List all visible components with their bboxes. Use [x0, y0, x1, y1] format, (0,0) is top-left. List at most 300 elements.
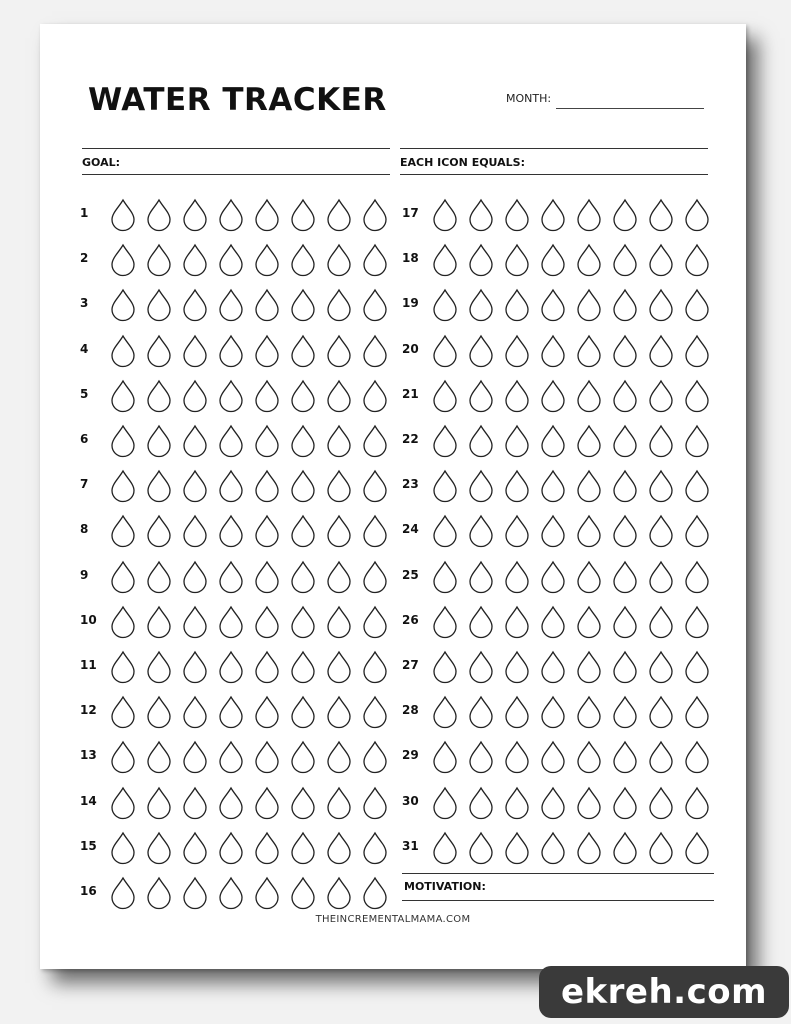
water-drop-icon[interactable] — [182, 650, 208, 684]
water-drop-icon[interactable] — [432, 560, 458, 594]
water-drop-icon[interactable] — [146, 379, 172, 413]
water-drop-icon[interactable] — [648, 740, 674, 774]
water-drop-icon[interactable] — [254, 650, 280, 684]
day-row — [80, 831, 400, 865]
water-drop-icon[interactable] — [612, 740, 638, 774]
water-drop-icon[interactable] — [182, 560, 208, 594]
goal-label: GOAL: — [82, 156, 121, 169]
water-drop-icon[interactable] — [326, 650, 352, 684]
water-drop-icon[interactable] — [576, 650, 602, 684]
water-drop-icon[interactable] — [540, 560, 566, 594]
water-drop-icon[interactable] — [504, 469, 530, 503]
water-drop-icon[interactable] — [326, 469, 352, 503]
day-number: 24 — [402, 522, 419, 537]
water-drop-icon[interactable] — [254, 243, 280, 277]
water-drop-icon[interactable] — [110, 786, 136, 820]
water-drop-icon[interactable] — [648, 243, 674, 277]
water-drop-icon[interactable] — [362, 469, 388, 503]
water-drop-icon[interactable] — [540, 695, 566, 729]
water-drop-icon[interactable] — [432, 740, 458, 774]
day-row — [80, 740, 400, 774]
water-drop-icon[interactable] — [432, 605, 458, 639]
water-drop-icon[interactable] — [218, 831, 244, 865]
water-drop-icon[interactable] — [684, 831, 710, 865]
water-drop-icon[interactable] — [218, 560, 244, 594]
water-drop-icon[interactable] — [110, 243, 136, 277]
water-drop-icon[interactable] — [540, 379, 566, 413]
water-drop-icon[interactable] — [648, 198, 674, 232]
water-drop-icon[interactable] — [432, 198, 458, 232]
day-row — [80, 334, 400, 368]
water-drop-icon[interactable] — [326, 876, 352, 910]
water-drop-icon[interactable] — [648, 379, 674, 413]
water-drop-icon[interactable] — [612, 198, 638, 232]
water-drop-icon[interactable] — [110, 198, 136, 232]
water-drop-icon[interactable] — [468, 695, 494, 729]
water-drop-icon[interactable] — [326, 560, 352, 594]
water-drop-icon[interactable] — [362, 560, 388, 594]
water-drop-icon[interactable] — [504, 831, 530, 865]
day-number: 11 — [80, 658, 97, 672]
water-drop-icon[interactable] — [110, 334, 136, 368]
water-drop-icon[interactable] — [218, 876, 244, 910]
water-drop-icon[interactable] — [576, 469, 602, 503]
water-drop-icon[interactable] — [612, 243, 638, 277]
water-drop-icon[interactable] — [326, 740, 352, 774]
day-number: 29 — [402, 748, 419, 763]
water-drop-icon[interactable] — [612, 650, 638, 684]
water-drop-icon[interactable] — [362, 831, 388, 865]
water-drop-icon[interactable] — [290, 288, 316, 322]
water-drop-icon[interactable] — [648, 469, 674, 503]
water-drop-icon[interactable] — [684, 288, 710, 322]
water-drop-icon[interactable] — [576, 424, 602, 458]
day-row — [80, 650, 400, 684]
day-row — [402, 514, 722, 548]
water-drop-icon[interactable] — [504, 695, 530, 729]
day-row — [402, 560, 722, 594]
water-drop-icon[interactable] — [684, 469, 710, 503]
water-drop-icon[interactable] — [182, 334, 208, 368]
water-drop-icon[interactable] — [362, 334, 388, 368]
water-drop-icon[interactable] — [612, 469, 638, 503]
day-number: 9 — [80, 567, 89, 582]
water-drop-icon[interactable] — [290, 198, 316, 232]
water-drop-icon[interactable] — [326, 695, 352, 729]
water-drop-icon[interactable] — [540, 514, 566, 548]
water-drop-icon[interactable] — [648, 334, 674, 368]
water-drop-icon[interactable] — [504, 424, 530, 458]
day-number: 8 — [80, 522, 89, 537]
water-drop-icon[interactable] — [182, 424, 208, 458]
water-drop-icon[interactable] — [468, 469, 494, 503]
water-drop-icon[interactable] — [684, 424, 710, 458]
water-drop-icon[interactable] — [362, 198, 388, 232]
water-drop-icon[interactable] — [182, 695, 208, 729]
water-drop-icon[interactable] — [576, 198, 602, 232]
water-drop-icon[interactable] — [612, 288, 638, 322]
water-drop-icon[interactable] — [290, 243, 316, 277]
water-drop-icon[interactable] — [290, 740, 316, 774]
water-drop-icon[interactable] — [576, 288, 602, 322]
water-drop-icon[interactable] — [504, 786, 530, 820]
water-drop-icon[interactable] — [182, 469, 208, 503]
water-drop-icon[interactable] — [684, 695, 710, 729]
water-drop-icon[interactable] — [612, 560, 638, 594]
water-drop-icon[interactable] — [182, 514, 208, 548]
water-drop-icon[interactable] — [290, 876, 316, 910]
water-drop-icon[interactable] — [362, 786, 388, 820]
water-drop-icon[interactable] — [612, 334, 638, 368]
day-number: 2 — [80, 251, 89, 266]
day-number: 12 — [80, 703, 97, 718]
goal-top-rule — [82, 148, 390, 149]
water-drop-icon[interactable] — [326, 243, 352, 277]
water-drop-icon[interactable] — [290, 560, 316, 594]
water-drop-icon[interactable] — [326, 198, 352, 232]
day-number: 5 — [80, 386, 89, 401]
water-drop-icon[interactable] — [362, 243, 388, 277]
goal-field-line — [82, 174, 390, 175]
water-drop-icon[interactable] — [110, 695, 136, 729]
water-drop-icon[interactable] — [468, 786, 494, 820]
water-drop-icon[interactable] — [432, 288, 458, 322]
water-drop-icon[interactable] — [326, 424, 352, 458]
water-drop-icon[interactable] — [218, 740, 244, 774]
water-drop-icon[interactable] — [146, 198, 172, 232]
water-drop-icon[interactable] — [218, 243, 244, 277]
day-row — [80, 288, 400, 322]
water-drop-icon[interactable] — [432, 831, 458, 865]
day-row — [80, 786, 400, 820]
water-drop-icon[interactable] — [504, 379, 530, 413]
water-drop-icon[interactable] — [326, 831, 352, 865]
water-drop-icon[interactable] — [146, 469, 172, 503]
water-drop-icon[interactable] — [146, 695, 172, 729]
water-drop-icon[interactable] — [254, 876, 280, 910]
water-drop-icon[interactable] — [576, 334, 602, 368]
water-drop-icon[interactable] — [182, 786, 208, 820]
water-drop-icon[interactable] — [146, 243, 172, 277]
water-drop-icon[interactable] — [540, 786, 566, 820]
water-drop-icon[interactable] — [504, 288, 530, 322]
water-drop-icon[interactable] — [290, 831, 316, 865]
water-drop-icon[interactable] — [504, 243, 530, 277]
day-number: 31 — [402, 838, 419, 853]
water-drop-icon[interactable] — [504, 334, 530, 368]
water-drop-icon[interactable] — [362, 695, 388, 729]
water-drop-icon[interactable] — [182, 605, 208, 639]
water-drop-icon[interactable] — [254, 514, 280, 548]
water-drop-icon[interactable] — [468, 334, 494, 368]
day-row — [80, 379, 400, 413]
water-drop-icon[interactable] — [146, 560, 172, 594]
day-row — [80, 695, 400, 729]
water-drop-icon[interactable] — [218, 605, 244, 639]
water-drop-icon[interactable] — [684, 786, 710, 820]
water-drop-icon[interactable] — [468, 605, 494, 639]
water-drop-icon[interactable] — [218, 424, 244, 458]
water-drop-icon[interactable] — [432, 650, 458, 684]
day-row — [402, 695, 722, 729]
water-drop-icon[interactable] — [648, 288, 674, 322]
water-drop-icon[interactable] — [432, 334, 458, 368]
water-drop-icon[interactable] — [362, 514, 388, 548]
water-drop-icon[interactable] — [254, 831, 280, 865]
water-drop-icon[interactable] — [254, 288, 280, 322]
water-drop-icon[interactable] — [648, 560, 674, 594]
water-drop-icon[interactable] — [540, 469, 566, 503]
water-drop-icon[interactable] — [362, 650, 388, 684]
water-drop-icon[interactable] — [612, 379, 638, 413]
water-drop-icon[interactable] — [254, 424, 280, 458]
water-drop-icon[interactable] — [146, 650, 172, 684]
water-drop-icon[interactable] — [684, 605, 710, 639]
water-drop-icon[interactable] — [218, 650, 244, 684]
water-drop-icon[interactable] — [182, 198, 208, 232]
water-drop-icon[interactable] — [218, 514, 244, 548]
water-drop-icon[interactable] — [218, 695, 244, 729]
day-number: 6 — [80, 432, 89, 446]
water-drop-icon[interactable] — [684, 243, 710, 277]
day-number: 21 — [402, 386, 419, 401]
water-drop-icon[interactable] — [576, 786, 602, 820]
water-drop-icon[interactable] — [218, 469, 244, 503]
water-drop-icon[interactable] — [576, 514, 602, 548]
water-drop-icon[interactable] — [182, 243, 208, 277]
water-drop-icon[interactable] — [684, 198, 710, 232]
water-drop-icon[interactable] — [290, 695, 316, 729]
water-drop-icon[interactable] — [540, 288, 566, 322]
day-row — [80, 560, 400, 594]
water-drop-icon[interactable] — [290, 379, 316, 413]
water-drop-icon[interactable] — [684, 650, 710, 684]
water-drop-icon[interactable] — [326, 288, 352, 322]
month-label: MONTH: — [506, 92, 552, 105]
water-drop-icon[interactable] — [110, 560, 136, 594]
water-drop-icon[interactable] — [146, 876, 172, 910]
water-drop-icon[interactable] — [612, 831, 638, 865]
water-drop-icon[interactable] — [540, 740, 566, 774]
water-drop-icon[interactable] — [254, 560, 280, 594]
water-drop-icon[interactable] — [254, 740, 280, 774]
water-drop-icon[interactable] — [468, 243, 494, 277]
water-drop-icon[interactable] — [182, 740, 208, 774]
water-drop-icon[interactable] — [648, 695, 674, 729]
water-drop-icon[interactable] — [146, 740, 172, 774]
water-drop-icon[interactable] — [290, 514, 316, 548]
water-drop-icon[interactable] — [432, 424, 458, 458]
water-drop-icon[interactable] — [182, 288, 208, 322]
water-drop-icon[interactable] — [254, 334, 280, 368]
each-icon-field-line — [400, 174, 708, 175]
water-drop-icon[interactable] — [362, 424, 388, 458]
water-drop-icon[interactable] — [146, 786, 172, 820]
water-drop-icon[interactable] — [504, 560, 530, 594]
water-drop-icon[interactable] — [146, 514, 172, 548]
water-drop-icon[interactable] — [110, 514, 136, 548]
water-drop-icon[interactable] — [684, 740, 710, 774]
water-drop-icon[interactable] — [110, 605, 136, 639]
day-row — [402, 198, 722, 232]
day-number: 17 — [402, 206, 419, 220]
water-drop-icon[interactable] — [290, 424, 316, 458]
water-drop-icon[interactable] — [504, 514, 530, 548]
water-drop-icon[interactable] — [110, 831, 136, 865]
day-number: 22 — [402, 432, 419, 446]
water-drop-icon[interactable] — [362, 605, 388, 639]
water-drop-icon[interactable] — [110, 424, 136, 458]
water-drop-icon[interactable] — [540, 243, 566, 277]
each-icon-top-rule — [400, 148, 708, 149]
water-drop-icon[interactable] — [432, 786, 458, 820]
water-drop-icon[interactable] — [540, 650, 566, 684]
water-drop-icon[interactable] — [290, 469, 316, 503]
water-drop-icon[interactable] — [468, 198, 494, 232]
footer-website: THEINCREMENTALMAMA.COM — [315, 914, 471, 925]
water-drop-icon[interactable] — [218, 198, 244, 232]
water-drop-icon[interactable] — [468, 650, 494, 684]
water-drop-icon[interactable] — [110, 379, 136, 413]
water-drop-icon[interactable] — [468, 560, 494, 594]
water-drop-icon[interactable] — [218, 334, 244, 368]
water-drop-icon[interactable] — [648, 786, 674, 820]
water-drop-icon[interactable] — [576, 831, 602, 865]
water-drop-icon[interactable] — [254, 605, 280, 639]
water-drop-icon[interactable] — [612, 786, 638, 820]
water-drop-icon[interactable] — [468, 740, 494, 774]
water-drop-icon[interactable] — [612, 695, 638, 729]
day-number: 18 — [402, 251, 419, 266]
water-drop-icon[interactable] — [182, 379, 208, 413]
day-number: 10 — [80, 612, 97, 627]
water-drop-icon[interactable] — [326, 379, 352, 413]
day-row — [402, 469, 722, 503]
water-drop-icon[interactable] — [290, 605, 316, 639]
water-drop-icon[interactable] — [110, 876, 136, 910]
water-drop-icon[interactable] — [540, 424, 566, 458]
water-drop-icon[interactable] — [218, 786, 244, 820]
day-row — [402, 650, 722, 684]
water-drop-icon[interactable] — [504, 198, 530, 232]
water-drop-icon[interactable] — [254, 695, 280, 729]
water-drop-icon[interactable] — [468, 379, 494, 413]
water-drop-icon[interactable] — [468, 514, 494, 548]
water-drop-icon[interactable] — [648, 831, 674, 865]
water-drop-icon[interactable] — [648, 514, 674, 548]
water-drop-icon[interactable] — [504, 740, 530, 774]
water-drop-icon[interactable] — [540, 605, 566, 639]
water-drop-icon[interactable] — [576, 560, 602, 594]
water-drop-icon[interactable] — [254, 198, 280, 232]
water-drop-icon[interactable] — [612, 605, 638, 639]
day-number: 23 — [402, 477, 419, 492]
water-drop-icon[interactable] — [576, 695, 602, 729]
day-row — [80, 243, 400, 277]
water-drop-icon[interactable] — [432, 379, 458, 413]
day-number: 7 — [80, 477, 89, 492]
water-drop-icon[interactable] — [290, 650, 316, 684]
water-drop-icon[interactable] — [648, 424, 674, 458]
water-drop-icon[interactable] — [218, 288, 244, 322]
water-drop-icon[interactable] — [290, 334, 316, 368]
water-drop-icon[interactable] — [146, 334, 172, 368]
water-drop-icon[interactable] — [540, 831, 566, 865]
water-drop-icon[interactable] — [362, 288, 388, 322]
water-drop-icon[interactable] — [576, 243, 602, 277]
motivation-field-line — [402, 900, 714, 901]
water-drop-icon[interactable] — [684, 514, 710, 548]
day-row — [402, 786, 722, 820]
water-drop-icon[interactable] — [362, 740, 388, 774]
water-drop-icon[interactable] — [218, 379, 244, 413]
water-drop-icon[interactable] — [110, 288, 136, 322]
water-drop-icon[interactable] — [540, 334, 566, 368]
water-drop-icon[interactable] — [362, 379, 388, 413]
water-drop-icon[interactable] — [254, 469, 280, 503]
day-row — [80, 469, 400, 503]
water-drop-icon[interactable] — [576, 740, 602, 774]
water-drop-icon[interactable] — [612, 514, 638, 548]
water-drop-icon[interactable] — [254, 786, 280, 820]
water-drop-icon[interactable] — [146, 288, 172, 322]
water-drop-icon[interactable] — [432, 243, 458, 277]
water-drop-icon[interactable] — [612, 424, 638, 458]
water-drop-icon[interactable] — [432, 695, 458, 729]
water-drop-icon[interactable] — [362, 876, 388, 910]
tracker-sheet — [40, 24, 746, 969]
water-drop-icon[interactable] — [326, 605, 352, 639]
water-drop-icon[interactable] — [684, 379, 710, 413]
day-row — [80, 514, 400, 548]
water-drop-icon[interactable] — [326, 786, 352, 820]
water-drop-icon[interactable] — [182, 831, 208, 865]
water-drop-icon[interactable] — [432, 514, 458, 548]
water-drop-icon[interactable] — [254, 379, 280, 413]
water-drop-icon[interactable] — [110, 740, 136, 774]
water-drop-icon[interactable] — [648, 650, 674, 684]
water-drop-icon[interactable] — [326, 514, 352, 548]
water-drop-icon[interactable] — [576, 379, 602, 413]
day-number: 14 — [80, 793, 97, 808]
water-drop-icon[interactable] — [326, 334, 352, 368]
water-drop-icon[interactable] — [648, 605, 674, 639]
water-drop-icon[interactable] — [684, 560, 710, 594]
water-drop-icon[interactable] — [146, 424, 172, 458]
motivation-top-rule — [402, 873, 714, 874]
water-drop-icon[interactable] — [290, 786, 316, 820]
water-drop-icon[interactable] — [684, 334, 710, 368]
water-drop-icon[interactable] — [540, 198, 566, 232]
day-number: 26 — [402, 612, 419, 627]
water-drop-icon[interactable] — [146, 831, 172, 865]
day-number: 15 — [80, 838, 97, 853]
water-drop-icon[interactable] — [468, 424, 494, 458]
water-drop-icon[interactable] — [182, 876, 208, 910]
water-drop-icon[interactable] — [110, 650, 136, 684]
water-drop-icon[interactable] — [432, 469, 458, 503]
water-drop-icon[interactable] — [110, 469, 136, 503]
motivation-label: MOTIVATION: — [404, 880, 486, 893]
water-drop-icon[interactable] — [576, 605, 602, 639]
day-number: 1 — [80, 206, 89, 220]
day-number: 3 — [80, 296, 89, 311]
water-drop-icon[interactable] — [504, 605, 530, 639]
water-drop-icon[interactable] — [146, 605, 172, 639]
water-drop-icon[interactable] — [504, 650, 530, 684]
water-drop-icon[interactable] — [468, 288, 494, 322]
water-drop-icon[interactable] — [468, 831, 494, 865]
